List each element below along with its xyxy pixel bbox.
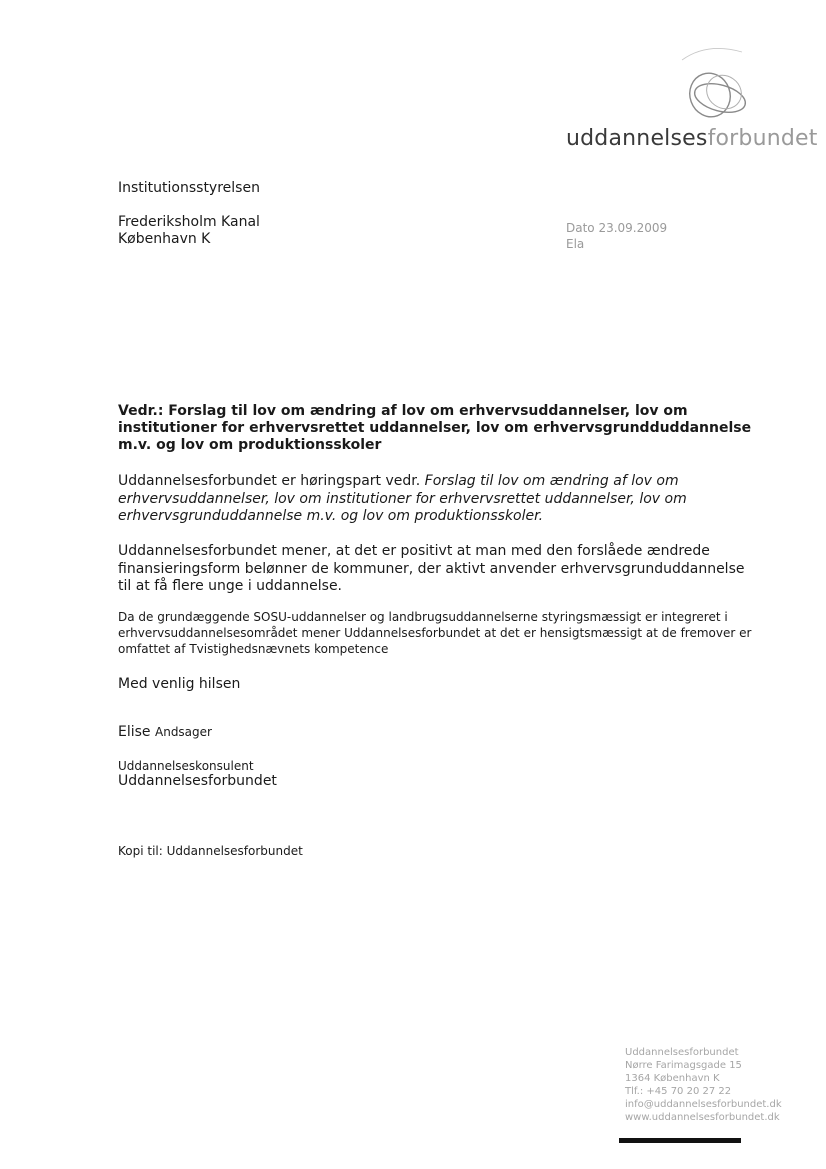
initials-label: Ela (566, 237, 585, 251)
footer-web: www.uddannelsesforbundet.dk (625, 1112, 780, 1123)
footer-org: Uddannelsesforbundet (625, 1047, 739, 1058)
paragraph-1-lead: Uddannelsesforbundet er høringspart vedr. (118, 473, 425, 489)
logo-mark-icon (662, 40, 772, 130)
signature-org: Uddannelsesforbundet (118, 773, 277, 789)
footer-city: 1364 København K (625, 1073, 720, 1084)
logo-wordmark (566, 126, 818, 151)
recipient-street: Frederiksholm Kanal (118, 214, 260, 230)
recipient-city: København K (118, 231, 211, 247)
footer-phone: Tlf.: +45 70 20 27 22 (625, 1086, 732, 1097)
logo-text-part2: forbundet (707, 126, 818, 151)
signature-name (118, 724, 748, 742)
paragraph-1-law-title: Forslag til lov om ændring af lov om erhvervsuddannelser, lov om institutioner for erhvervsrettet uddannelser, lov om erhvervsgrunduddannelse m.v. og lov om produktionsskoler. (118, 473, 687, 524)
signature-last-name: Andsager (155, 725, 212, 739)
recipient-name: Institutionsstyrelsen (118, 180, 260, 196)
closing-greeting: Med venlig hilsen (118, 676, 241, 692)
logo-text-part1: uddannelses (566, 126, 708, 151)
body-paragraph-3: Da de grundæggende SOSU-uddannelser og landbrugsuddannelserne styringsmæssigt er integreret i erhvervsuddannelsesområdet mener Uddannelsesforbundet at det er hensigtsmæssigt at de fremover er omfattet af Tvistighedsnævnets kompetence (118, 610, 752, 656)
body-paragraph-1 (118, 473, 748, 526)
date-label: Dato 23.09.2009 (566, 221, 668, 235)
signature-title: Uddannelseskonsulent (118, 759, 254, 773)
body-paragraph-2: Uddannelsesforbundet mener, at det er positivt at man med den forslåede ændrede finansieringsform belønner de kommuner, der aktivt anvender erhvervsgrunduddannelse til at få flere unge i uddannelse. (118, 543, 745, 594)
subject-heading: Vedr.: Forslag til lov om ændring af lov om erhvervsuddannelser, lov om institutioner for erhvervsrettet uddannelser, lov om erhvervsgrundduddannelse m.v. og lov om produktionsskoler (118, 403, 752, 453)
footer-address (625, 1046, 782, 1124)
footer-street: Nørre Farimagsgade 15 (625, 1060, 742, 1071)
footer-email: info@uddannelsesforbundet.dk (625, 1099, 782, 1110)
footer-rule (619, 1138, 741, 1143)
signature-first-name: Elise (118, 724, 151, 740)
copy-to: Kopi til: Uddannelsesforbundet (118, 844, 303, 858)
